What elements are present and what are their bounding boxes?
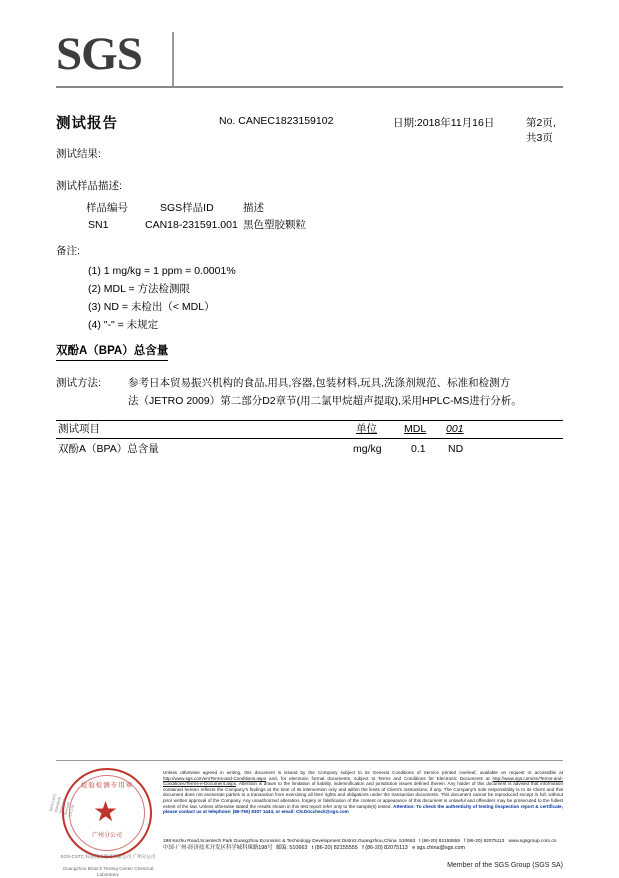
- method-label: 测试方法:: [56, 377, 101, 389]
- logo-divider: [172, 32, 174, 86]
- result-cell-item: 双酚A（BPA）总含量: [58, 443, 159, 455]
- legal-attention-email[interactable]: CN.Doccheck@sgs.com: [296, 809, 349, 815]
- table-rule-top: [56, 420, 563, 421]
- address-row-en: 198 Kezhu Road,Scientech Park Guangzhou Economic & Technology Development District,Guangzhou,China 510663 t (86-20) 82155555 f (86-20) 82075113 www.sgsgroup.com.cn: [163, 839, 557, 844]
- company-stamp: [48, 768, 156, 877]
- remark-item: (4) "-" = 未规定: [88, 319, 159, 331]
- sample-table-header-desc: 描述: [243, 202, 264, 214]
- result-header-item: 测试项目: [58, 423, 100, 435]
- report-number: No. CANEC1823159102: [219, 115, 334, 127]
- tel-en: (86-20) 82155555: [421, 839, 460, 844]
- postcode-en: 510663: [399, 839, 416, 844]
- sgs-logo: [56, 28, 186, 86]
- footer-address-block: [163, 838, 563, 852]
- remark-item: (2) MDL = 方法检测限: [88, 283, 190, 295]
- stamp-label-line2: Guangzhou Branch Testing Center Chemical Laboratory: [62, 866, 154, 877]
- legal-disclaimer: [163, 770, 563, 815]
- member-line: Member of the SGS Group (SGS SA): [447, 862, 563, 869]
- result-cell-unit: mg/kg: [353, 443, 382, 455]
- postcode-cn: 邮编: 510663: [275, 845, 308, 851]
- remark-label: 备注:: [56, 245, 80, 257]
- result-header-mdl: MDL: [404, 423, 427, 435]
- sample-table-cell-desc: 黑色塑胶颗粒: [243, 219, 306, 231]
- result-header-unit: 单位: [356, 423, 377, 435]
- sample-table-cell-id: SN1: [88, 219, 109, 231]
- stamp-arc-text: SGS-CSTC Standards Technical Services Co.,Ltd.: [48, 792, 76, 818]
- email-cn[interactable]: sgs.china@sgs.com: [416, 845, 466, 851]
- page-title: 测试报告: [56, 116, 118, 132]
- section-heading: 双酚A（BPA）总含量: [56, 344, 168, 361]
- sgs-logo-text: SGS: [56, 28, 142, 80]
- star-icon: ★: [93, 796, 119, 827]
- method-text-line2: 法（JETRO 2009）第二部分D2章节(用二氯甲烷超声提取),采用HPLC-MS进行分析。: [128, 395, 522, 407]
- table-rule-mid: [56, 438, 563, 439]
- header-rule: [56, 86, 563, 88]
- legal-attention: Attention: To check the authenticity of testing /inspection report & certificate, please contact us at telephone: (86-755) 8307 1443, or email:: [163, 803, 563, 815]
- fax-en: (86-20) 82075113: [466, 839, 505, 844]
- sample-table-cell-sgsid: CAN18-231591.001: [145, 219, 238, 231]
- footer-rule: [56, 760, 563, 761]
- sample-table-header-id: 样品编号: [86, 202, 128, 214]
- tel-cn: (86-20) 82155555: [314, 845, 358, 851]
- address-row-cn: 中国·广州·经济技术开发区科学城科珠路198号 邮编: 510663 t (86-20) 82155555 f (86-20) 82075113 e sgs.china@sgs.com: [163, 845, 466, 851]
- results-label: 测试结果:: [56, 148, 101, 160]
- address-cn: 中国·广州·经济技术开发区科学城科珠路198号: [163, 845, 273, 851]
- result-cell-mdl: 0.1: [411, 443, 426, 455]
- sample-description-label: 测试样品描述:: [56, 180, 122, 192]
- title-row: [56, 112, 563, 144]
- fax-cn: (86-20) 82075113: [365, 845, 408, 851]
- stamp-top-text: 检验检测专用章: [80, 782, 134, 789]
- legal-body: Unless otherwise agreed in writing, this document is issued by the Company subject to its General Conditions of Service printed overleaf, available on request or accessible at http://www.sgs.com/en/Terms-and-Conditions.aspx and, for electronic format documents, subject to Terms and Conditions for Electronic Documents at http://www.sgs.com/en/Terms-and-Conditions/Terms-e-Document.aspx. Attention is drawn to the limitation of liability, indemnification and jurisdiction issues defined therein. Any holder of this document is advised that information contained hereon reflects the Company's findings at the time of its intervention only and within the limits of Client's instructions, if any. The Company's sole responsibility is to its Client and this document does not exonerate parties to a transaction from exercising all their rights and obligations under the transaction documents. This document cannot be reproduced except in full, without prior written approval of the Company. Any unauthorized alteration, forgery or falsification of the content or appearance of this document is unlawful and offenders may be prosecuted to the fullest extent of the law. Unless otherwise stated the results shown in this test report refer only to the sample(s) tested.: [163, 770, 563, 809]
- stamp-label-line1: SGS-CSTC 标准技术服务有限公司 广州分公司: [60, 854, 156, 859]
- address-en: 198 Kezhu Road,Scientech Park Guangzhou Economic & Technology Development District,Guangzhou,China: [163, 839, 397, 844]
- method-text-line1: 参考日本贸易振兴机构的食品,用具,容器,包装材料,玩具,洗涤剂规范、标准和检测方: [128, 377, 511, 389]
- sample-table-header-sgsid: SGS样品ID: [160, 202, 214, 214]
- report-date: 日期:2018年11月16日: [393, 117, 495, 129]
- remark-item: (3) ND = 未检出（< MDL）: [88, 301, 215, 313]
- website-en[interactable]: www.sgsgroup.com.cn: [508, 839, 557, 844]
- result-header-sample: 001: [446, 423, 464, 435]
- result-cell-value: ND: [448, 443, 464, 455]
- stamp-bottom-text: 广州分公司: [91, 833, 122, 839]
- page-indicator: 第2页,共3页: [526, 117, 556, 144]
- remark-item: (1) 1 mg/kg = 1 ppm = 0.0001%: [88, 265, 236, 277]
